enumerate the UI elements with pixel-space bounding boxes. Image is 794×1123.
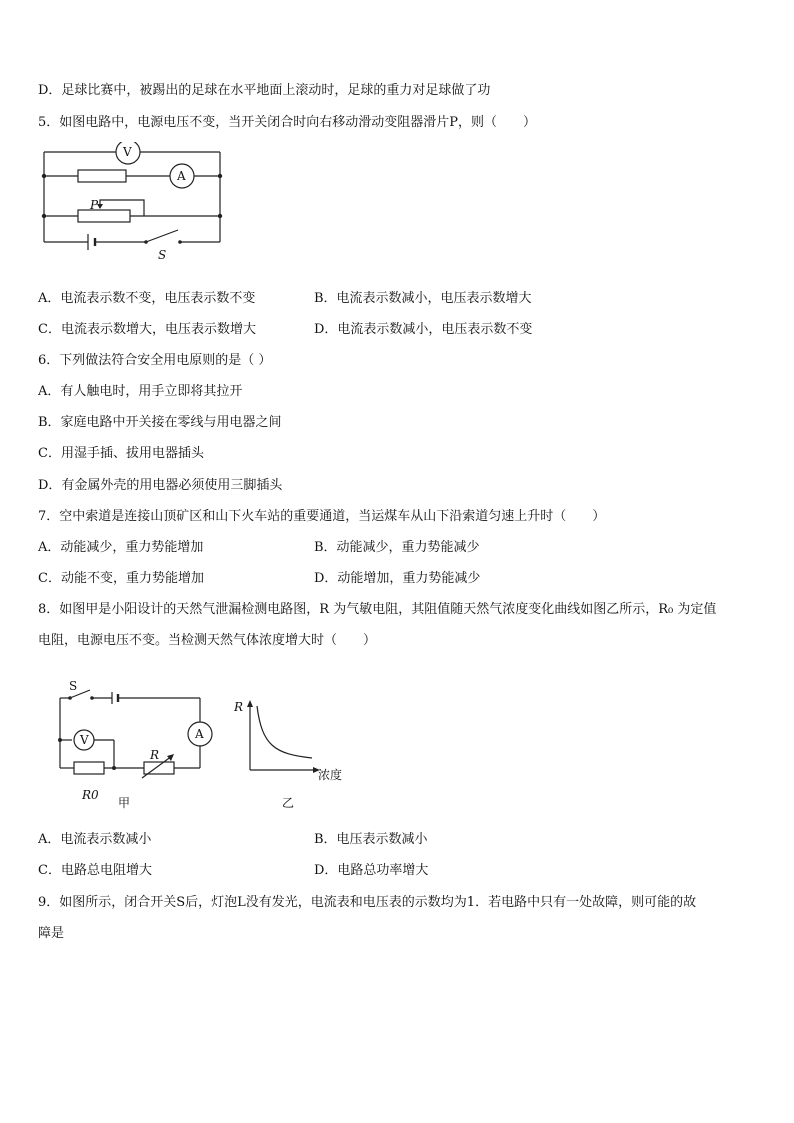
q5-voltmeter-label: V (123, 145, 132, 159)
q9-stem-line2: 障是 (38, 926, 65, 941)
q6-option-c: C．用湿手插、拔用电器插头 (38, 446, 204, 461)
q8-switch-label: S (69, 679, 78, 693)
q5-circuit-figure (38, 142, 228, 264)
q8-option-c: C．电路总电阻增大 (38, 863, 152, 878)
q8-voltmeter-label: V (80, 733, 89, 747)
q8-stem-line1: 8．如图甲是小阳设计的天然气泄漏检测电路图，R 为气敏电阻，其阻值随天然气浓度变化曲线如图乙所示，R₀ 为定值 (38, 602, 717, 617)
q9-stem-line1: 9．如图所示，闭合开关S后，灯泡L没有发光，电流表和电压表的示数均为1．若电路中只有一处故障，则可能的故 (38, 895, 697, 910)
q7-stem: 7．空中索道是连接山顶矿区和山下火车站的重要通道，当运煤车从山下沿索道匀速上升时（ ） (38, 509, 606, 524)
q8-ammeter-label: A (195, 727, 204, 741)
q5-slider-label: P (90, 198, 99, 212)
q8-graph-x-label: 浓度 (318, 768, 343, 782)
q6-option-b: B．家庭电路中开关接在零线与用电器之间 (38, 415, 282, 430)
q5-circuit-diagram (38, 142, 228, 264)
q8-option-b: B．电压表示数减小 (314, 832, 428, 847)
q6-stem: 6．下列做法符合安全用电原则的是（ ） (38, 353, 272, 368)
q7-option-d: D．动能增加，重力势能减少 (314, 571, 481, 586)
q6-option-d: D．有金属外壳的用电器必须使用三脚插头 (38, 478, 283, 493)
q6-option-a: A．有人触电时，用手立即将其拉开 (38, 384, 243, 399)
q7-option-c: C．动能不变，重力势能增加 (38, 571, 204, 586)
q8-figure (50, 676, 350, 814)
q8-graph-y-label: R (234, 700, 244, 714)
q7-option-a: A．动能减少，重力势能增加 (38, 540, 204, 555)
q8-figure-b-label: 乙 (282, 796, 295, 810)
q5-option-a: A．电流表示数不变，电压表示数不变 (38, 291, 256, 306)
q5-ammeter-label: A (177, 169, 186, 183)
q7-option-b: B．动能减少，重力势能减少 (314, 540, 480, 555)
q8-figure-a-label: 甲 (118, 796, 131, 810)
q8-option-a: A．电流表示数减小 (38, 832, 152, 847)
q5-option-c: C．电流表示数增大，电压表示数增大 (38, 322, 256, 337)
q5-switch-label: S (158, 248, 167, 262)
q8-fixed-resistor-label: R0 (82, 788, 99, 802)
q8-sensor-label: R (150, 748, 160, 762)
q8-option-d: D．电路总功率增大 (314, 863, 429, 878)
q8-stem-line2: 电阻，电源电压不变。当检测天然气体浓度增大时（ ） (38, 633, 377, 648)
q5-option-d: D．电流表示数减小，电压表示数不变 (314, 322, 533, 337)
q5-stem: 5．如图电路中，电源电压不变，当开关闭合时向右移动滑动变阻器滑片P，则（ ） (38, 115, 537, 130)
q5-option-b: B．电流表示数减小，电压表示数增大 (314, 291, 532, 306)
q4-option-d: D．足球比赛中，被踢出的足球在水平地面上滚动时，足球的重力对足球做了功 (38, 83, 491, 98)
